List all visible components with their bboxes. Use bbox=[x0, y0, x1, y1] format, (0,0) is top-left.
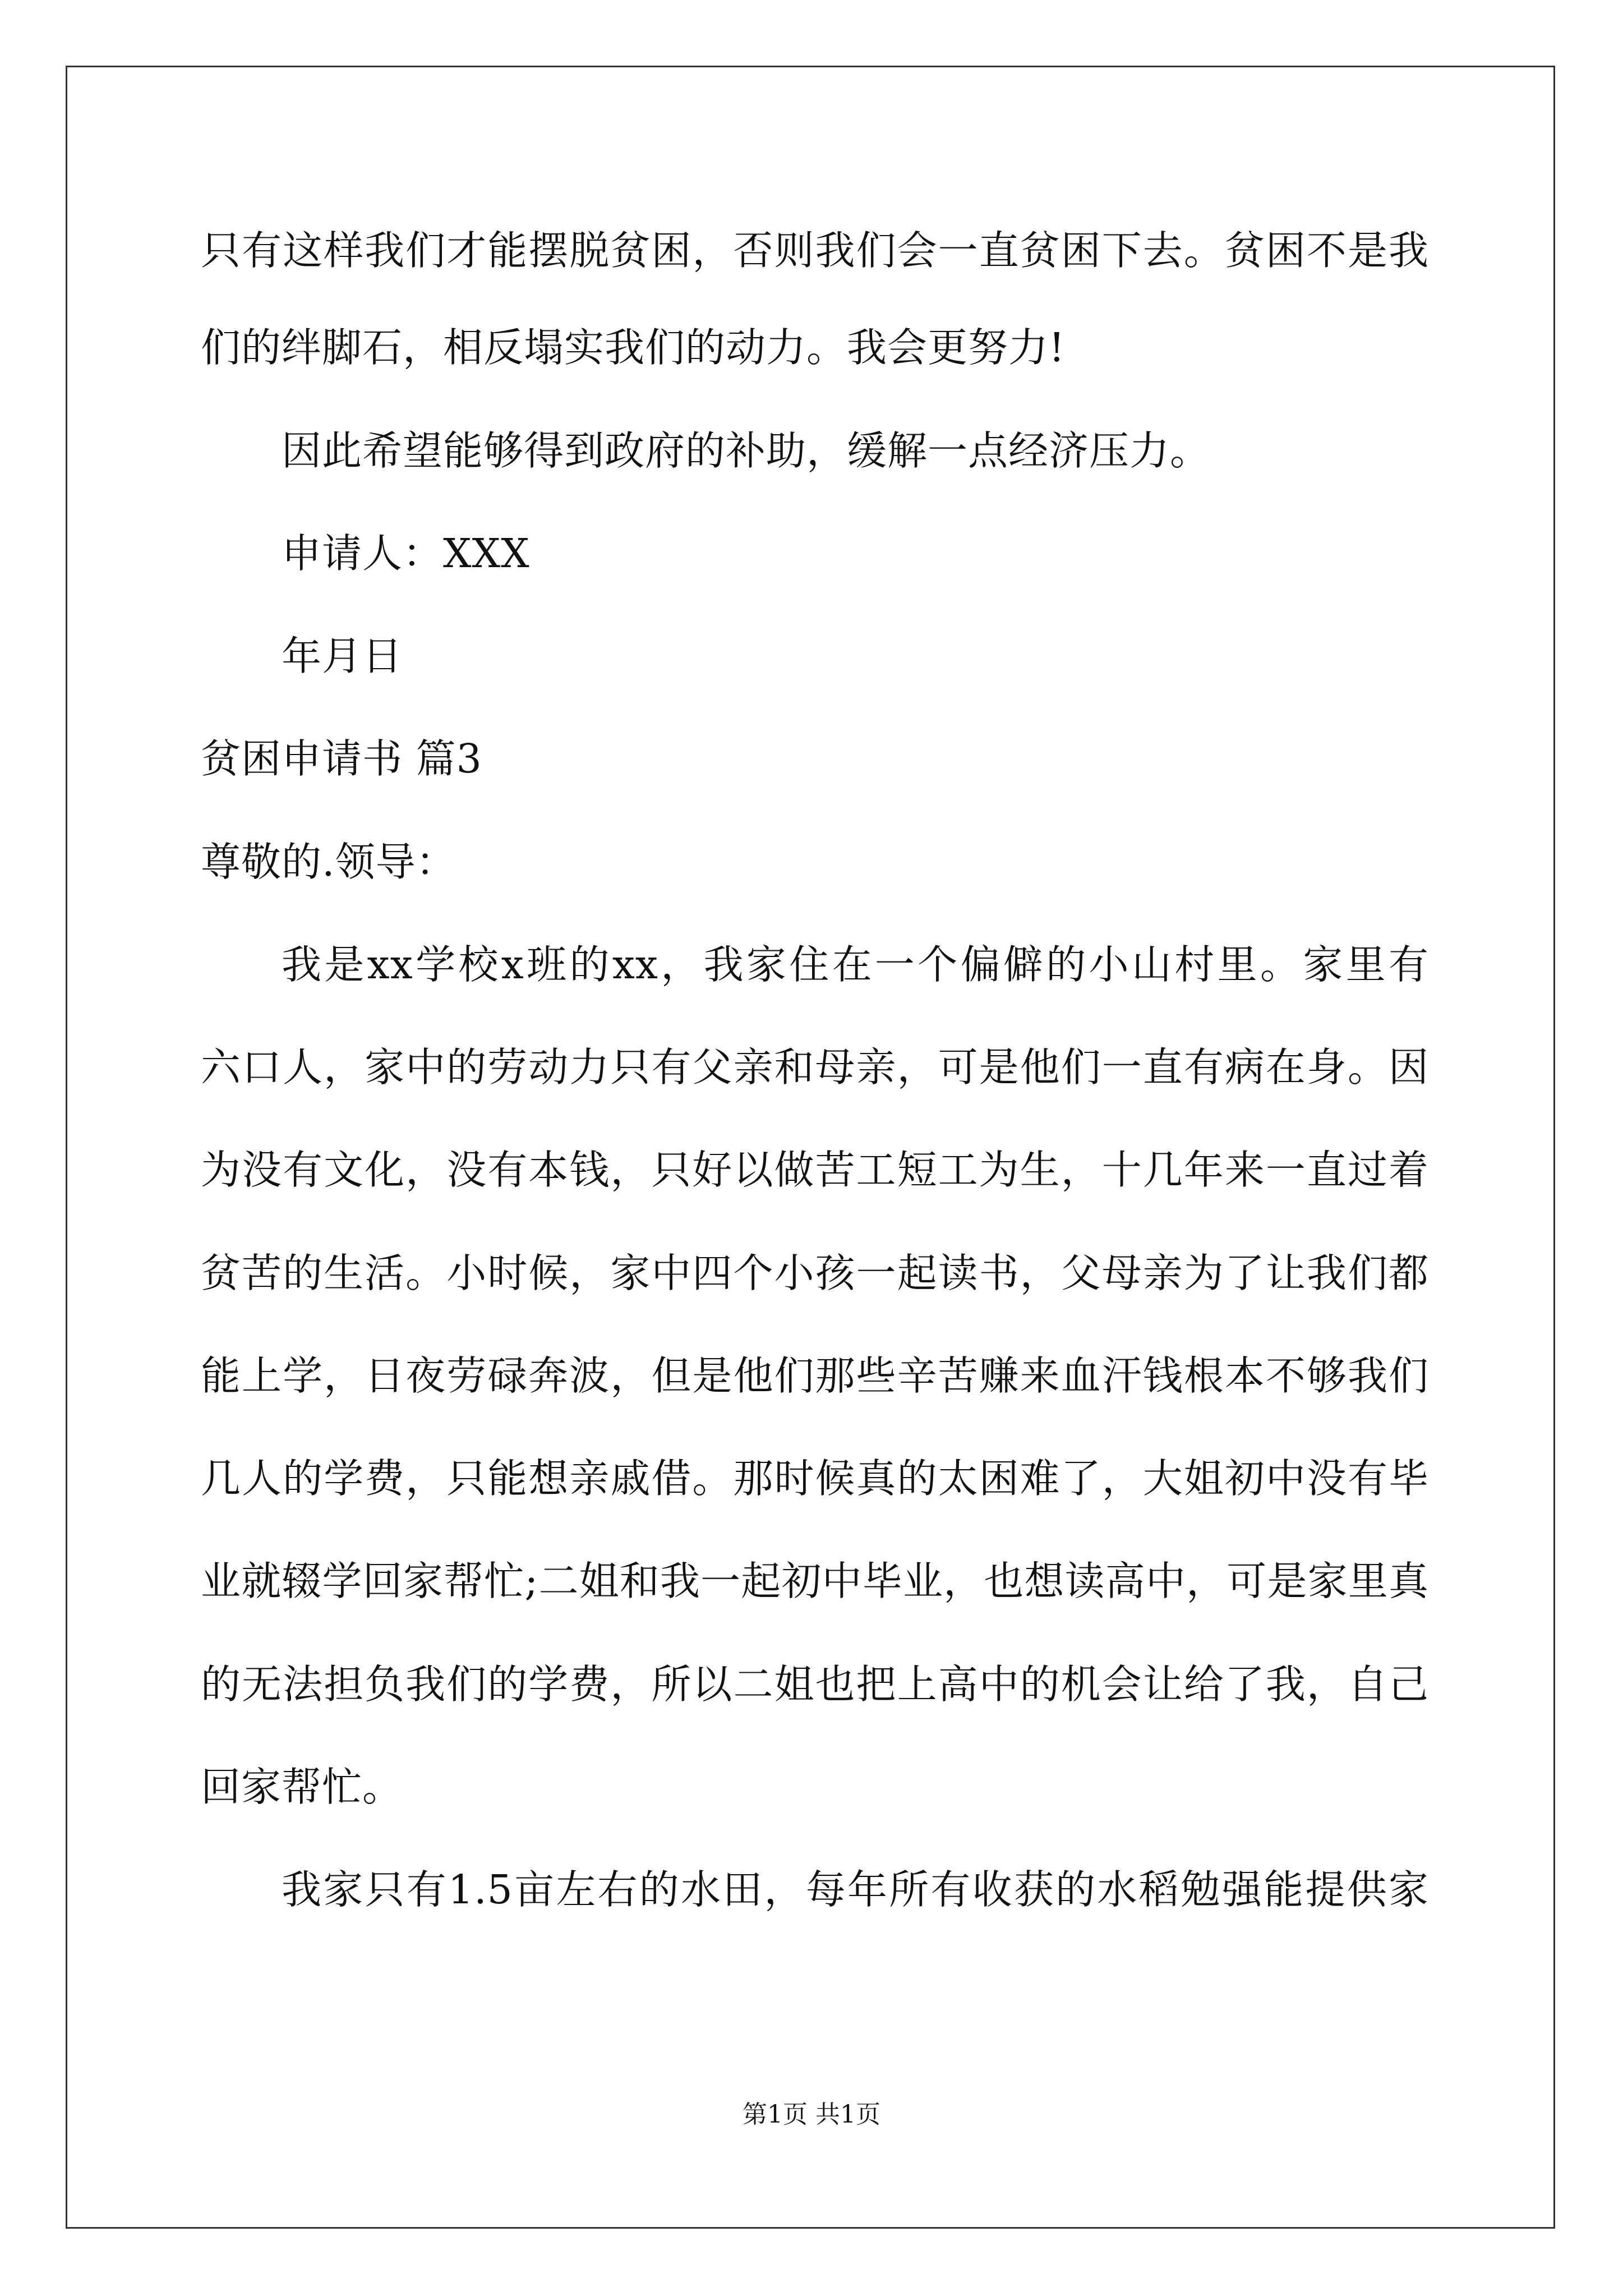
body-line: 我家只有1.5亩左右的水田，每年所有收获的水稻勉强能提供家 bbox=[282, 1866, 1429, 1913]
body-line: 们的绊脚石，相反塌实我们的动力。我会更努力! bbox=[201, 324, 1066, 371]
signature-line: 申请人：XXX bbox=[282, 530, 530, 577]
body-line: 只有这样我们才能摆脱贫困，否则我们会一直贫困下去。贫困不是我 bbox=[201, 227, 1429, 274]
body-line: 能上学，日夜劳碌奔波，但是他们那些辛苦赚来血汗钱根本不够我们 bbox=[201, 1352, 1429, 1399]
body-line: 的无法担负我们的学费，所以二姐也把上高中的机会让给了我，自己 bbox=[201, 1661, 1429, 1708]
date-line: 年月日 bbox=[282, 633, 403, 679]
body-line: 为没有文化，没有本钱，只好以做苦工短工为生，十几年来一直过着 bbox=[201, 1147, 1429, 1193]
body-line: 我是xx学校x班的xx，我家住在一个偏僻的小山村里。家里有 bbox=[282, 941, 1429, 988]
body-line: 业就辍学回家帮忙;二姐和我一起初中毕业，也想读高中，可是家里真 bbox=[201, 1558, 1429, 1604]
body-line: 回家帮忙。 bbox=[201, 1764, 403, 1810]
section-heading: 贫困申请书 篇3 bbox=[201, 735, 482, 782]
body-line: 贫苦的生活。小时候，家中四个小孩一起读书，父母亲为了让我们都 bbox=[201, 1250, 1429, 1296]
body-line: 几人的学费，只能想亲戚借。那时候真的太困难了，大姐初中没有毕 bbox=[201, 1455, 1429, 1502]
salutation: 尊敬的.领导： bbox=[201, 839, 457, 885]
page-footer: 第1页 共1页 bbox=[743, 2100, 880, 2129]
body-line: 六口人，家中的劳动力只有父亲和母亲，可是他们一直有病在身。因 bbox=[201, 1044, 1429, 1091]
body-line: 因此希望能够得到政府的补助，缓解一点经济压力。 bbox=[282, 427, 1211, 474]
